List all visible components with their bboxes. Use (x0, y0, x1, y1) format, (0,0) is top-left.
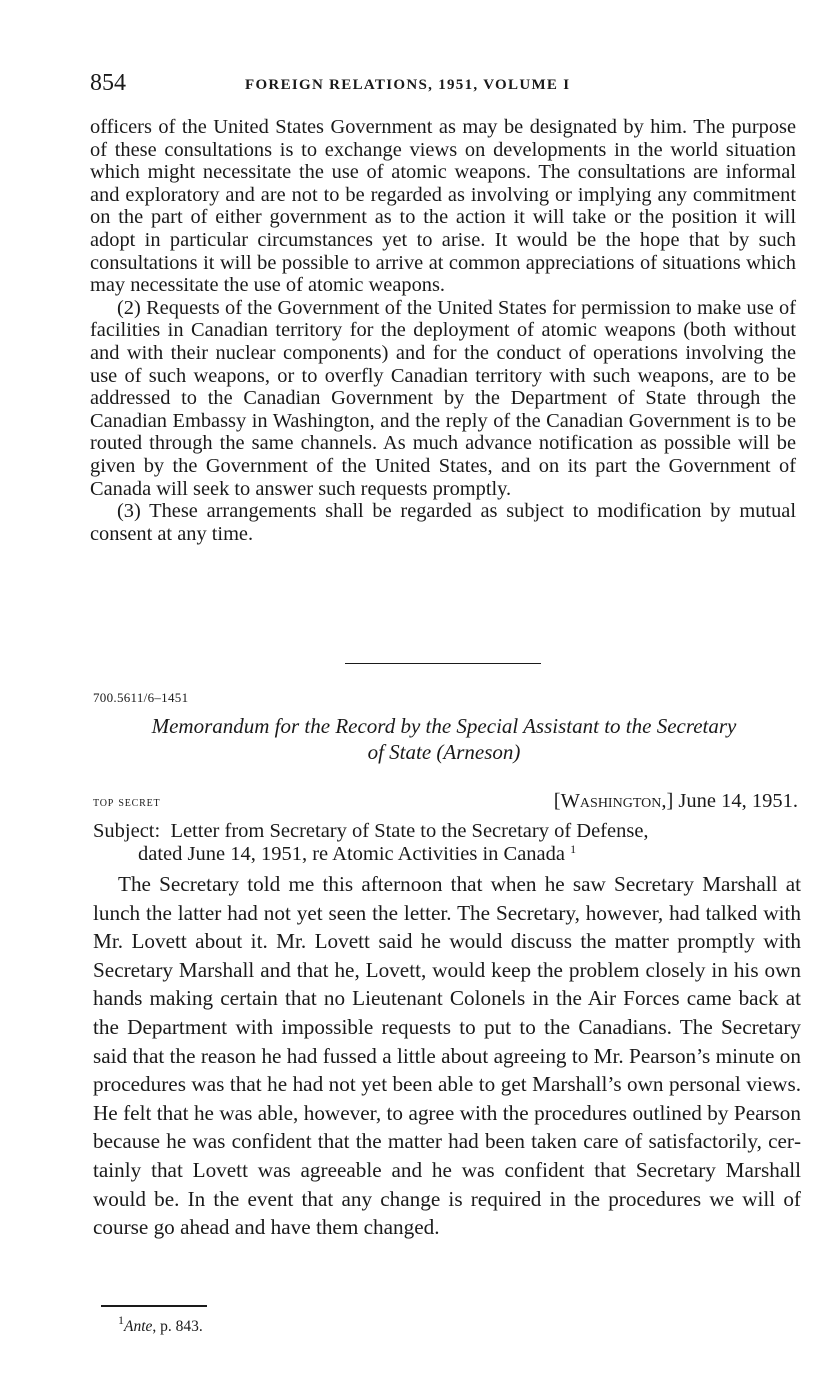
item-2-paragraph: (2) Requests of the Government of the United States for permission to make use of facilities in Canadian territory for the deployment of atomic weapons (both without and with their nuclear components) and for the conduct of operations involving the use of such weapons, or to overfly Canadian territory with such weapons, are to be addressed to the Canadian Government by the Department of State through the Canadian Embassy in Washington, and the reply of the Canadian Government is to be routed through the same channels. As much advance notification as possible will be given by the Government of the United States, and on its part the Government of Canada will seek to answer such requests promptly. (90, 296, 796, 500)
subject-label: Subject: (93, 820, 161, 842)
subject-line-1 (93, 820, 799, 843)
date: June 14, 1951. (678, 790, 798, 812)
footnote-text: , p. 843. (152, 1318, 203, 1335)
running-title: FOREIGN RELATIONS, 1951, VOLUME I (245, 77, 571, 93)
running-head (90, 70, 798, 100)
footnote-reference[interactable]: 1 (570, 842, 577, 856)
continued-text (90, 116, 796, 545)
subject-text-2: dated June 14, 1951, re Atomic Activities in Canada (138, 843, 565, 865)
place-and-date (554, 790, 798, 813)
place: [Washington,] (553, 790, 674, 812)
footnote-marker: 1 (118, 1313, 124, 1327)
classification-label: top secret (93, 795, 161, 810)
document-heading-line-1: Memorandum for the Record by the Special Assistant to the Secretary (151, 714, 737, 738)
dateline (93, 790, 798, 816)
item-3-paragraph: (3) These arrangements shall be regarded as subject to modification by mutual consent at any time. (90, 500, 796, 545)
document-heading (90, 713, 798, 765)
section-divider (345, 663, 541, 664)
footnote (118, 1313, 203, 1336)
footnote-ref: Ante (124, 1318, 153, 1335)
subject-line-2 (93, 843, 799, 866)
footnote-divider (101, 1305, 207, 1307)
subject-text-1: Letter from Secretary of State to the Secretary of Defense, (170, 820, 649, 842)
subject-line (93, 820, 799, 866)
memorandum-body: The Secretary told me this afternoon that when he saw Secretary Marshall at lunch the latter had not yet seen the letter. The Secretary, however, had talked with Mr. Lovett about it. Mr. Lovett said he would discuss the matter promptly with Secretary Marshall and that he, Lovett, would keep the problem closely in his own hands making certain that no Lieutenant Colonels in the Air Forces came back at the Department with impossible requests to put to the Canadians. The Secretary said that the reason he had fussed a little about agreeing to Mr. Pearson’s minute on procedures was that he had not yet been able to get Marshall’s own personal views. He felt that he was able, however, to agree with the procedures outlined by Pearson because he was confident that the matter had been taken care of satisfactorily, certainly that Lovett was agreeable and he was confident that Secretary Marshall would be. In the event that any change is required in the procedures we will of course go ahead and have them changed. (93, 872, 801, 1240)
document-heading-line-2: of State (Arneson) (367, 740, 521, 764)
continued-paragraph: officers of the United States Government as may be designated by him. The purpose of these consultations is to exchange views on developments in the world situation which might necessitate the use of atomic weapons. The consultations are informal and exploratory and are not to be regarded as involving or implying any commitment on the part of either government as to the action it will take or the position it will adopt in particular circumstances yet to arise. It would be the hope that by such consultations it will be possible to arrive at common appreciations of situations which may necessitate the use of atomic weapons. (90, 116, 796, 297)
file-reference: 700.5611/6–1451 (93, 690, 189, 705)
page-number: 854 (90, 70, 126, 96)
